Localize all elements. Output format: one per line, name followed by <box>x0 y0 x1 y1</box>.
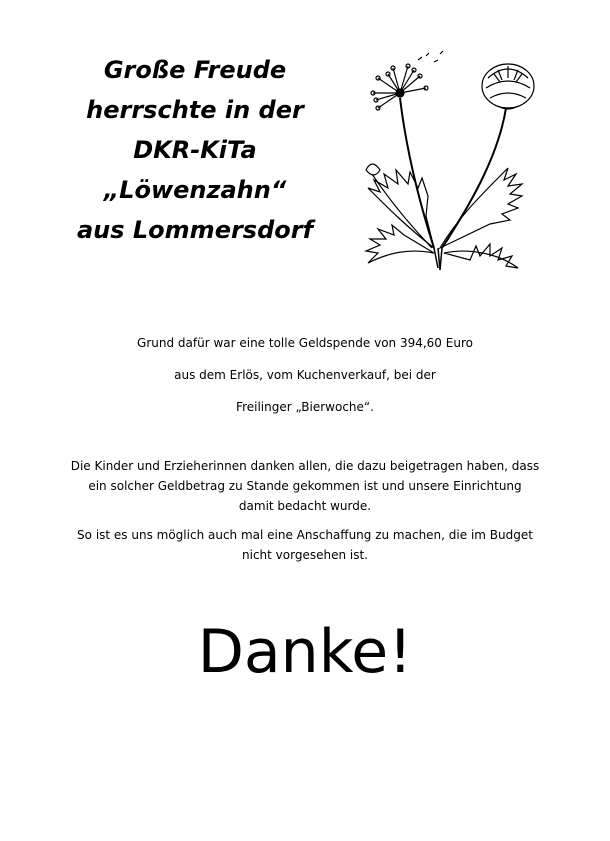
budget-paragraph: So ist es uns möglich auch mal eine Anschaffung zu machen, die im Budget nicht vorgesehen ist. <box>77 528 533 562</box>
title-line: „Löwenzahn“ <box>103 176 287 204</box>
closing-thanks: Danke! <box>197 617 413 687</box>
page-title <box>60 50 330 250</box>
body-line: Grund dafür war eine tolle Geldspende von 394,60 Euro <box>137 336 473 350</box>
title-line: aus Lommersdorf <box>76 216 314 244</box>
thanks-paragraph: Die Kinder und Erzieherinnen danken allen, die dazu beigetragen haben, dass ein solcher Geldbetrag zu Stande gekommen ist und unsere Einrichtung damit bedacht wurde. <box>70 459 540 513</box>
body-line: Freilinger „Bierwoche“. <box>236 400 374 414</box>
title-line: herrschte in der <box>86 96 304 124</box>
body-line: aus dem Erlös, vom Kuchenverkauf, bei der <box>174 368 436 382</box>
title-line: DKR-KiTa <box>133 136 257 164</box>
flower-head-right <box>482 64 534 109</box>
seed-head-left <box>371 51 443 110</box>
title-line: Große Freude <box>103 56 287 84</box>
dandelion-icon <box>348 48 548 278</box>
